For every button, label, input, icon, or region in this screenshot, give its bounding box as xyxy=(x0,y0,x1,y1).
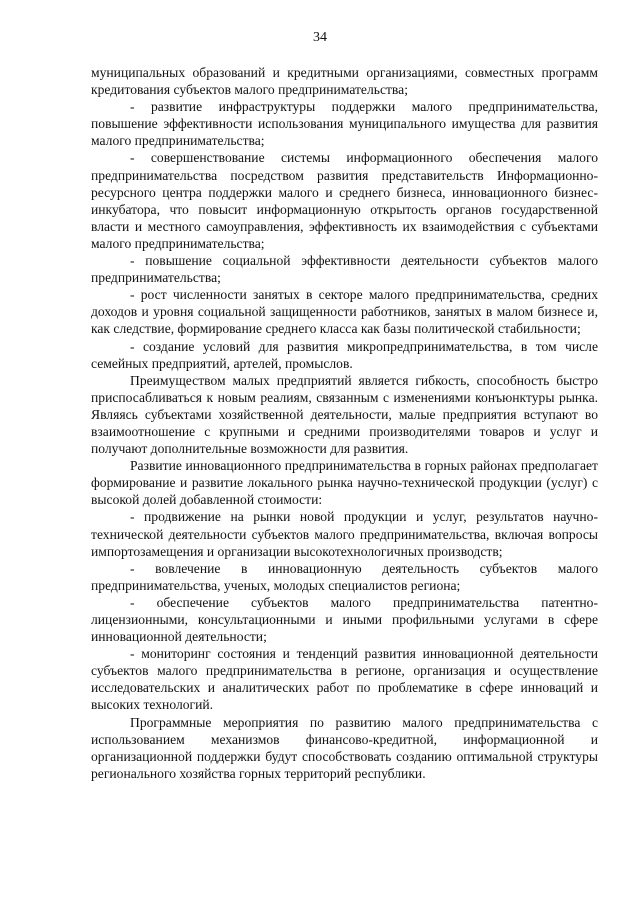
paragraph-innovation: Развитие инновационного предпринимательства в горных районах предполагает формирование и развитие локального рынка научно-технической продукции (услуг) с высокой долей добавленной стоимости: xyxy=(91,458,598,508)
list-item-social-efficiency: - повышение социальной эффективности деятельности субъектов малого предпринимательства; xyxy=(91,253,598,286)
paragraph-advantages: Преимуществом малых предприятий является гибкость, способность быстро приспосабливаться к новым реалиям, связанным с изменениями конъюнктуры рынка. Являясь субъектами хозяйственной деятельности, малые предприятия вступают во взаимоотношение с крупными и средними производителями товаров и услуг и получают дополнительные возможности для развития. xyxy=(91,372,598,457)
paragraph-continuation: муниципальных образований и кредитными организациями, совместных программ кредитования субъектов малого предпринимательства; xyxy=(91,65,598,98)
list-item-micro-business: - создание условий для развития микропредпринимательства, в том числе семейных предприятий, артелей, промыслов. xyxy=(91,338,598,371)
paragraph-conclusion: Программные мероприятия по развитию малого предпринимательства с использованием механизмов финансово-кредитной, информационной и организационной поддержки будут способствовать созданию оптимальной структуры регионального хозяйства горных территорий республики. xyxy=(91,714,598,781)
document-body xyxy=(91,64,598,782)
list-item-infrastructure: - развитие инфраструктуры поддержки малого предпринимательства, повышение эффективности использования муниципального имущества для развития малого предпринимательства; xyxy=(91,99,598,149)
list-item-market-promotion: - продвижение на рынки новой продукции и услуг, результатов научно-технической деятельности субъектов малого предпринимательства, включая вопросы импортозамещения и организации высокотехнологичных производств; xyxy=(91,509,598,559)
list-item-involvement: - вовлечение в инновационную деятельность субъектов малого предпринимательства, ученых, молодых специалистов региона; xyxy=(91,560,598,593)
list-item-monitoring: - мониторинг состояния и тенденций развития инновационной деятельности субъектов малого предпринимательства в регионе, организация и осуществление исследовательских и аналитических работ по проблематике в сфере инноваций и высоких технологий. xyxy=(91,646,598,713)
list-item-information-support: - совершенствование системы информационного обеспечения малого предпринимательства посредством развития представительств Информационно-ресурсного центра поддержки малого и среднего бизнеса, инновационного бизнес-инкубатора, что повысит информационную открытость органов государственной власти и местного самоуправления, эффективность их взаимодействия с субъектами малого предпринимательства; xyxy=(91,150,598,251)
list-item-patent-services: - обеспечение субъектов малого предпринимательства патентно-лицензионными, консультационными и иными профильными услугами в сфере инновационной деятельности; xyxy=(91,594,598,645)
page-number: 34 xyxy=(313,30,327,45)
list-item-employment-growth: - рост численности занятых в секторе малого предпринимательства, средних доходов и уровня социальной защищенности работников, занятых в малом бизнесе и, как следствие, формирование среднего класса как базы политической стабильности; xyxy=(91,287,598,337)
